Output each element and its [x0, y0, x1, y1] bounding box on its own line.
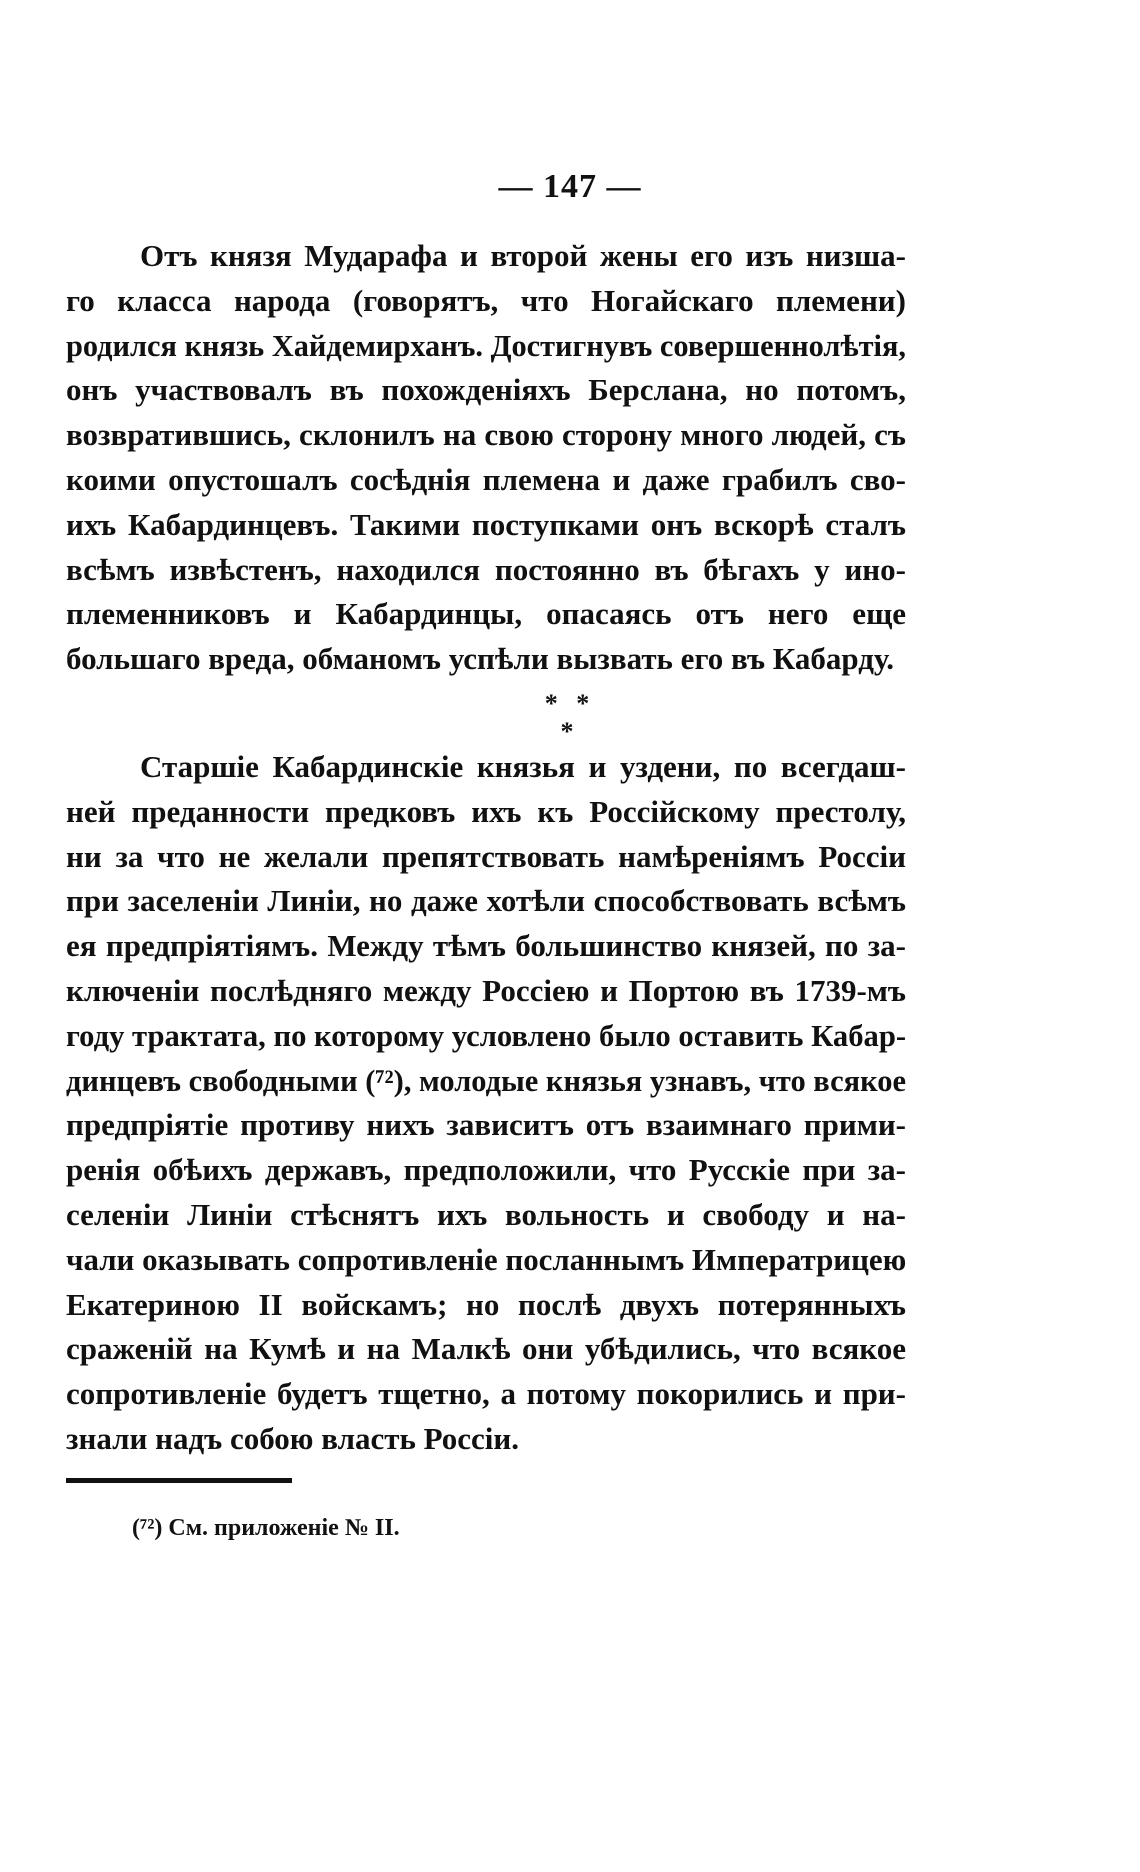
text-line: чали оказывать сопротивленіе посланнымъ Императрицею	[66, 1241, 907, 1277]
text-line: предпріятіе противу нихъ зависитъ отъ взаимнаго прими-	[66, 1107, 906, 1143]
text-line: селеніи Линіи стѣснятъ ихъ вольность и свободу и на-	[66, 1196, 906, 1232]
text-line: знали надъ собою власть Россіи.	[66, 1420, 520, 1456]
text-line: ихъ Кабардинцевъ. Такими поступками онъ вскорѣ сталъ	[66, 506, 906, 542]
paragraph-1	[66, 234, 906, 682]
text-line: ней преданности предковъ ихъ къ Россійскому престолу,	[66, 793, 906, 829]
text-line: всѣмъ извѣстенъ, находился постоянно въ бѣгахъ у ино-	[66, 551, 906, 587]
text-line: большаго вреда, обманомъ успѣли вызвать его въ Кабарду.	[66, 641, 895, 677]
text-line: Екатериною II войскамъ; но послѣ двухъ потерянныхъ	[66, 1286, 906, 1322]
text-line: онъ участвовалъ въ похожденіяхъ Берслана, но потомъ,	[66, 372, 906, 408]
text-line: ключеніи послѣдняго между Россіею и Портою въ 1739-мъ	[66, 972, 906, 1008]
footnote: (⁷²) См. приложеніе № II.	[132, 1515, 400, 1541]
text-line: сраженій на Кумѣ и на Малкѣ они убѣдились, что всякое	[66, 1331, 906, 1367]
text-line: году трактата, по которому условлено было оставить Кабар-	[66, 1017, 906, 1053]
paragraph-2	[66, 745, 906, 1462]
text-line: Отъ князя Мударафа и второй жены его изъ низша-	[140, 238, 906, 273]
text-line: коими опустошалъ сосѣднія племена и даже грабилъ сво-	[66, 461, 906, 497]
text-line: ни за что не желали препятствовать намѣреніямъ Россіи	[66, 838, 906, 874]
asterism-separator	[0, 690, 1140, 746]
footnote-rule	[66, 1478, 292, 1483]
text-line: динцевъ свободными (⁷²), молодые князья узнавъ, что всякое	[66, 1062, 906, 1098]
text-line: ея предпріятіямъ. Между тѣмъ большинство князей, по за-	[66, 928, 906, 964]
page-number: — 147 —	[498, 168, 642, 205]
asterism-text: * * *	[544, 689, 596, 746]
text-line: родился князь Хайдемирханъ. Достигнувъ совершеннолѣтія,	[66, 327, 906, 363]
text-line: ренія обѣихъ державъ, предположили, что Русскіе при за-	[66, 1152, 906, 1188]
text-line: племенниковъ и Кабардинцы, опасаясь отъ него еще	[66, 596, 906, 632]
text-line: го класса народа (говорятъ, что Ногайскаго племени)	[66, 282, 906, 318]
text-line: Старшіе Кабардинскіе князья и уздени, по всегдаш-	[140, 749, 906, 784]
text-line: возвратившись, склонилъ на свою сторону много людей, съ	[66, 417, 906, 453]
text-line: при заселеніи Линіи, но даже хотѣли способствовать всѣмъ	[66, 883, 906, 919]
text-line: сопротивленіе будетъ тщетно, а потому покорились и при-	[66, 1376, 906, 1412]
